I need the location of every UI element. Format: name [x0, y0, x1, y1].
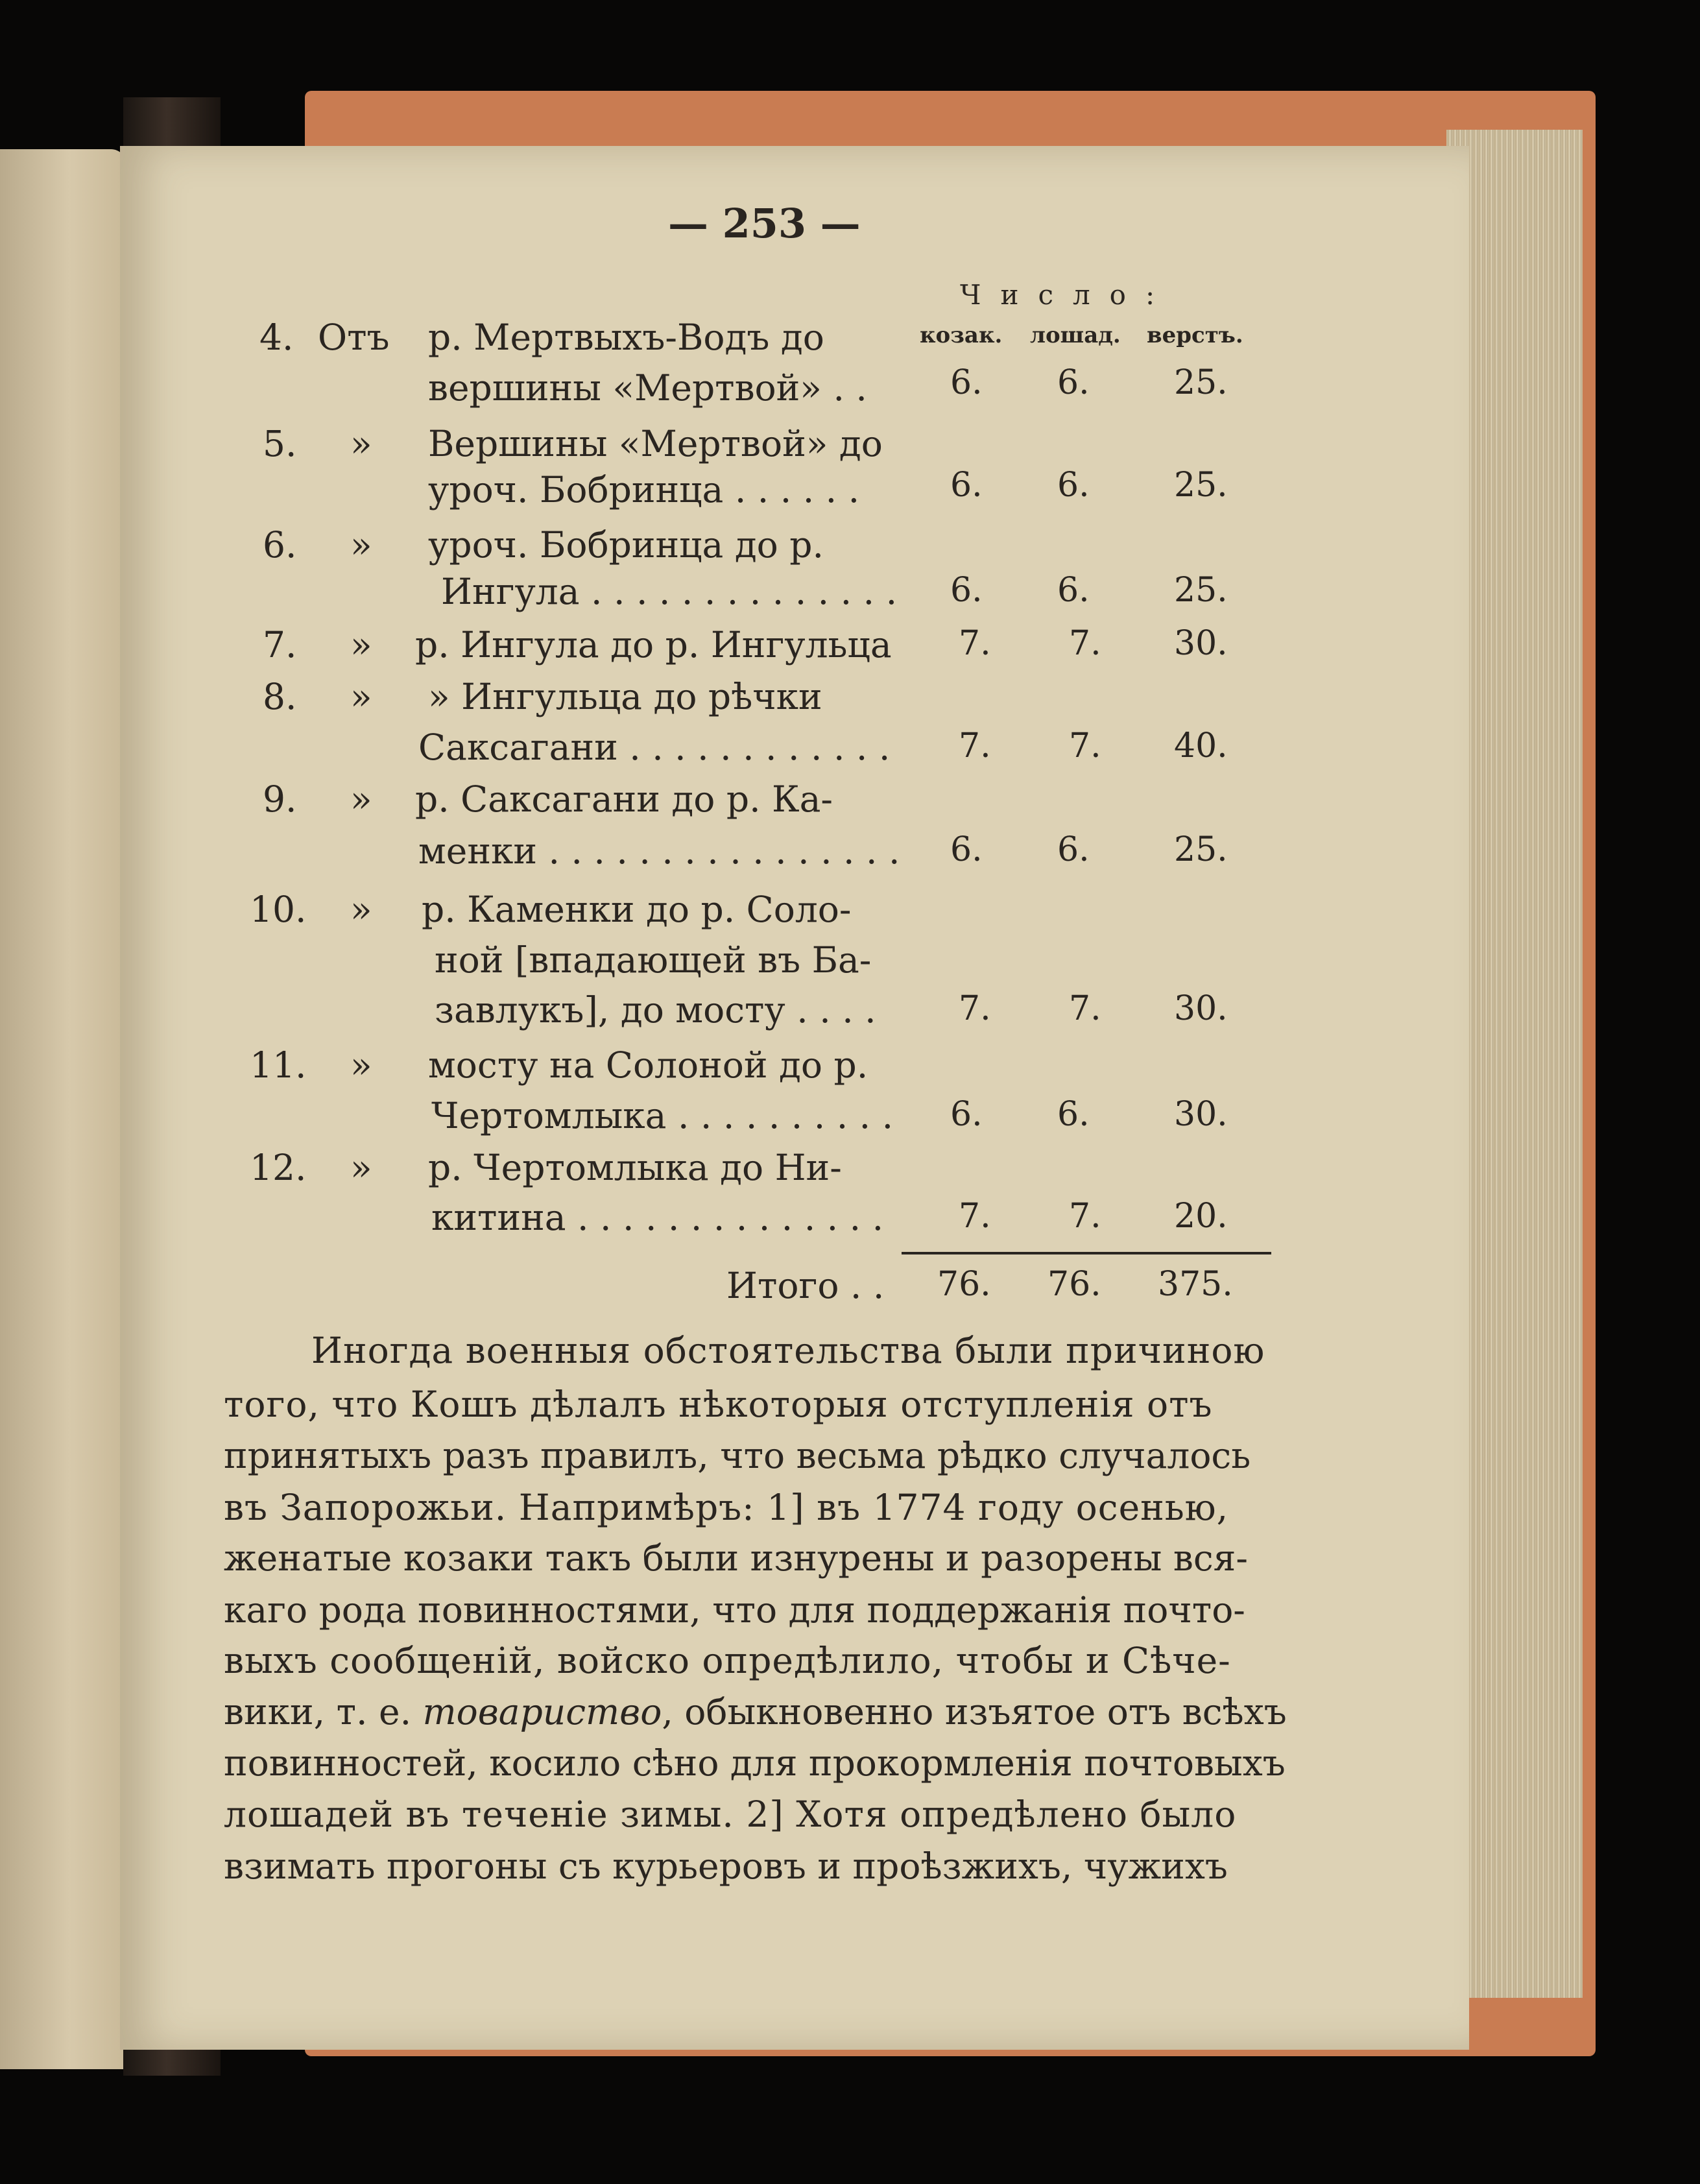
- value-kozak: 6.: [950, 1095, 983, 1134]
- row-line: р. Чертомлыка до Ни-: [428, 1147, 842, 1188]
- paragraph-line: повинностей, косило сѣно для прокормленія почтовыхъ: [224, 1742, 1286, 1784]
- row-line: мосту на Солоной до р.: [428, 1044, 868, 1086]
- paragraph-line: выхъ сообщеній, войско опредѣлило, чтобы и Сѣче-: [224, 1640, 1231, 1681]
- value-verst: 40.: [1174, 726, 1228, 765]
- row-number: 5.: [263, 423, 297, 464]
- value-kozak: 7.: [959, 1197, 991, 1236]
- paragraph-line: лошадей въ теченіе зимы. 2] Хотя опредѣлено было: [224, 1794, 1237, 1835]
- row-number: 10.: [250, 889, 307, 930]
- row-line: р. Каменки до р. Соло-: [422, 889, 852, 930]
- row-number: 8.: [263, 676, 297, 717]
- value-loshad: 6.: [1057, 466, 1090, 505]
- value-loshad: 7.: [1069, 726, 1101, 765]
- row-line: р. Саксагани до р. Ка-: [415, 778, 833, 820]
- row-number: 11.: [250, 1044, 307, 1086]
- value-verst: 25.: [1174, 830, 1228, 869]
- row-line: » Ингульца до рѣчки: [428, 676, 822, 717]
- paragraph-text: , обыкновенно изъятое отъ всѣхъ: [662, 1691, 1287, 1733]
- total-label: Итого . .: [726, 1265, 885, 1306]
- row-prefix: »: [350, 423, 372, 464]
- value-loshad: 6.: [1057, 363, 1090, 402]
- row-line: уроч. Бобринца до р.: [428, 524, 824, 566]
- row-prefix: »: [350, 524, 372, 566]
- paragraph-line: въ Запорожьи. Напримѣръ: 1] въ 1774 году осенью,: [224, 1487, 1229, 1528]
- row-prefix: »: [350, 1044, 372, 1086]
- row-line: р. Ингула до р. Ингульца: [415, 624, 892, 666]
- value-loshad: 6.: [1057, 1095, 1090, 1134]
- value-verst: 25.: [1174, 363, 1228, 402]
- value-verst: 20.: [1174, 1197, 1228, 1236]
- value-kozak: 6.: [950, 830, 983, 869]
- paragraph-line: женатые козаки такъ были изнурены и разорены вся-: [224, 1537, 1248, 1579]
- row-number: 9.: [263, 778, 297, 820]
- paragraph-line: принятыхъ разъ правилъ, что весьма рѣдко случалось: [224, 1435, 1251, 1476]
- row-line: уроч. Бобринца . . . . . .: [428, 469, 860, 510]
- value-verst: 30.: [1174, 624, 1228, 663]
- row-prefix: »: [350, 624, 372, 666]
- left-page-edge: [0, 149, 126, 2069]
- italic-word: товариство: [422, 1691, 662, 1733]
- paragraph-line: Иногда военныя обстоятельства были причиною: [311, 1330, 1265, 1371]
- row-prefix: »: [350, 1147, 372, 1188]
- column-header-kozak: козак.: [920, 322, 1003, 348]
- value-kozak: 6.: [950, 466, 983, 505]
- page-number: — 253 —: [668, 200, 861, 247]
- row-line: китина . . . . . . . . . . . . . .: [431, 1197, 884, 1238]
- total-kozak: 76.: [937, 1265, 991, 1304]
- value-loshad: 6.: [1057, 830, 1090, 869]
- row-line: ной [впадающей въ Ба-: [435, 939, 872, 981]
- value-kozak: 6.: [950, 363, 983, 402]
- paragraph-line: того, что Кошъ дѣлалъ нѣкоторыя отступленія отъ: [224, 1384, 1213, 1425]
- total-verst: 375.: [1158, 1265, 1233, 1304]
- row-line: менки . . . . . . . . . . . . . . . .: [418, 830, 900, 872]
- row-line: завлукъ], до мосту . . . .: [435, 989, 876, 1031]
- total-divider: [902, 1252, 1271, 1254]
- paragraph-line: взимать прогоны съ курьеровъ и проѣзжихъ, чужихъ: [224, 1845, 1228, 1887]
- row-line: Чертомлыка . . . . . . . . . .: [431, 1095, 894, 1136]
- value-kozak: 7.: [959, 726, 991, 765]
- row-number: 12.: [250, 1147, 307, 1188]
- row-number: 6.: [263, 524, 297, 566]
- column-header-loshad: лошад.: [1030, 322, 1121, 348]
- value-loshad: 7.: [1069, 1197, 1101, 1236]
- column-header-verst: верстъ.: [1147, 322, 1243, 348]
- value-kozak: 7.: [959, 989, 991, 1028]
- value-kozak: 7.: [959, 624, 991, 663]
- row-prefix: »: [350, 889, 372, 930]
- row-line: Саксагани . . . . . . . . . . . .: [418, 726, 891, 768]
- row-number: 4.: [259, 317, 294, 358]
- value-kozak: 6.: [950, 571, 983, 610]
- value-loshad: 7.: [1069, 624, 1101, 663]
- paragraph-line: каго рода повинностями, что для поддержанія почто-: [224, 1589, 1245, 1631]
- value-verst: 30.: [1174, 989, 1228, 1028]
- value-verst: 25.: [1174, 466, 1228, 505]
- row-prefix: Отъ: [318, 317, 390, 358]
- value-loshad: 6.: [1057, 571, 1090, 610]
- table-header-word: Число:: [960, 279, 1175, 311]
- row-line: р. Мертвыхъ-Водъ до: [428, 317, 824, 358]
- value-verst: 25.: [1174, 571, 1228, 610]
- total-loshad: 76.: [1048, 1265, 1101, 1304]
- paragraph-line: [224, 1691, 1287, 1733]
- row-line: вершины «Мертвой» . .: [428, 367, 867, 409]
- value-loshad: 7.: [1069, 989, 1101, 1028]
- row-prefix: »: [350, 778, 372, 820]
- row-line: Вершины «Мертвой» до: [428, 423, 883, 464]
- row-line: Ингула . . . . . . . . . . . . . .: [441, 571, 898, 612]
- value-verst: 30.: [1174, 1095, 1228, 1134]
- row-prefix: »: [350, 676, 372, 717]
- row-number: 7.: [263, 624, 297, 666]
- paragraph-text: вики, т. е.: [224, 1691, 423, 1733]
